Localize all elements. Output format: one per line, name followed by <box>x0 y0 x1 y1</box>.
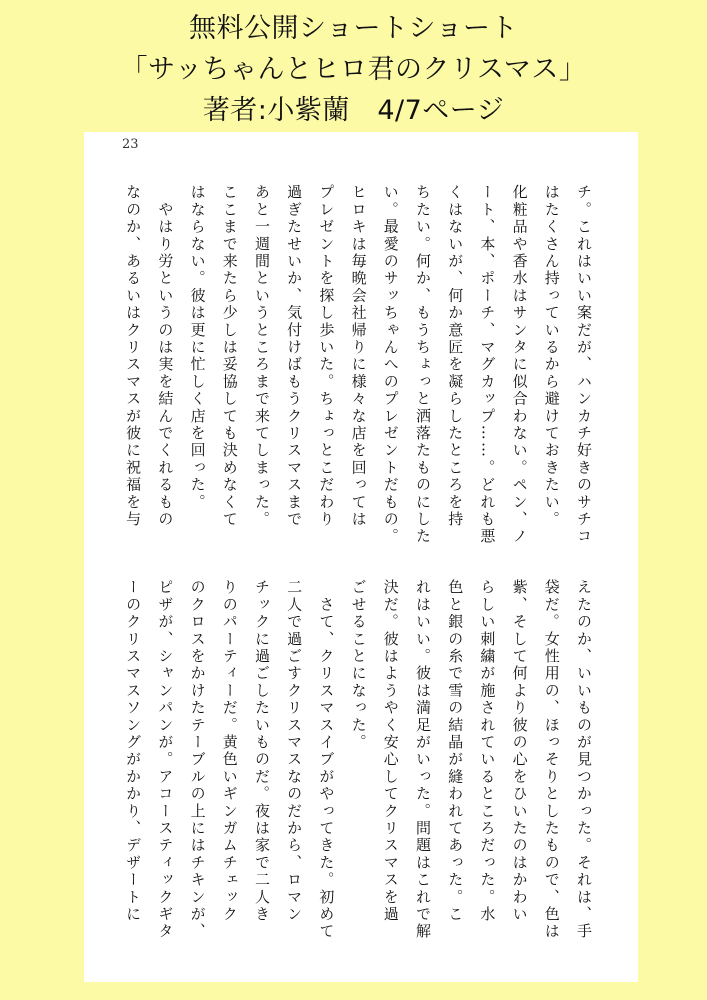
text-line: ごせることになった。 <box>349 579 368 751</box>
header-author-page-line: 著者:小紫蘭 4/7ページ <box>202 95 505 126</box>
text-line: えたのか、いいものが見つかった。それは、手 <box>575 579 593 941</box>
text-line: なのか、あるいはクリスマスが彼に祝福を与 <box>124 184 143 528</box>
text-line: 袋だ。女性用の、ほっそりとしたもので、色は <box>542 579 561 941</box>
text-line: ヒロキは毎晩会社帰りに様々な店を回っては <box>349 184 368 528</box>
text-line: はたくさん持っているから避けておきたい。 <box>542 184 561 528</box>
text-line: 決だ。彼はようやく安心してクリスマスを過 <box>381 579 400 923</box>
text-line: のクロスをかけたテーブルの上にはチキンが、 <box>188 579 207 941</box>
text-line: プレゼントを探し歩いた。ちょっとこだわり <box>317 184 336 528</box>
text-line: れはいい。彼は満足がいった。問題はこれで解 <box>413 579 432 941</box>
text-line: ピザが、シャンパンが。アコースティックギタ <box>156 579 175 941</box>
text-line: らしい刺繍が施されているところだった。水 <box>478 579 497 923</box>
text-line: 二人で過ごすクリスマスなのだから、ロマン <box>285 579 304 923</box>
text-line: さて、クリスマスイブがやってきた。初めて <box>317 579 336 941</box>
text-line: い。最愛のサッちゃんへのプレゼントだもの。 <box>381 184 400 546</box>
book-page <box>84 132 638 982</box>
text-line: はならない。彼は更に忙しく店を回った。 <box>188 184 207 511</box>
text-line: 紫、そして何より彼の心をひいたのはかわい <box>510 579 529 923</box>
text-line: チ。これはいい案だが、ハンカチ好きのサチコ <box>575 184 593 546</box>
text-line: ート、本、ポーチ、マグカップ……。どれも悪 <box>478 184 497 546</box>
header <box>0 8 707 131</box>
text-line: 色と銀の糸で雪の結晶が縫われてあった。こ <box>446 579 465 923</box>
bottom-text-block <box>117 579 600 954</box>
text-line: 化粧品や香水はサンタに似合わない。ペン、ノ <box>510 184 529 546</box>
text-line: くはないが、何か意匠を凝らしたところを持 <box>446 184 465 528</box>
text-line: ーのクリスマスソングがかかり、デザートに <box>124 579 143 923</box>
text-line: 過ぎたせいか、気付けばもうクリスマスまで <box>285 184 304 528</box>
header-title-line2: 「サッちゃんとヒロ君のクリスマス」 <box>120 54 587 85</box>
header-title-line1: 無料公開ショートショート <box>189 13 518 44</box>
text-line: あと一週間というところまで来てしまった。 <box>252 184 271 528</box>
text-line: ちたい。何か、もうちょっと洒落たものにした <box>413 184 432 546</box>
page-number: 23 <box>122 137 139 152</box>
text-line: ここまで来たら少しは妥協しても決めなくて <box>220 184 239 528</box>
top-text-block <box>117 184 600 554</box>
text-line: チックに過ごしたいものだ。夜は家で二人き <box>252 579 271 923</box>
text-line: りのパーティーだ。黄色いギンガムチェック <box>220 579 239 923</box>
text-line: やはり労というのは実を結んでくれるもの <box>156 184 175 528</box>
